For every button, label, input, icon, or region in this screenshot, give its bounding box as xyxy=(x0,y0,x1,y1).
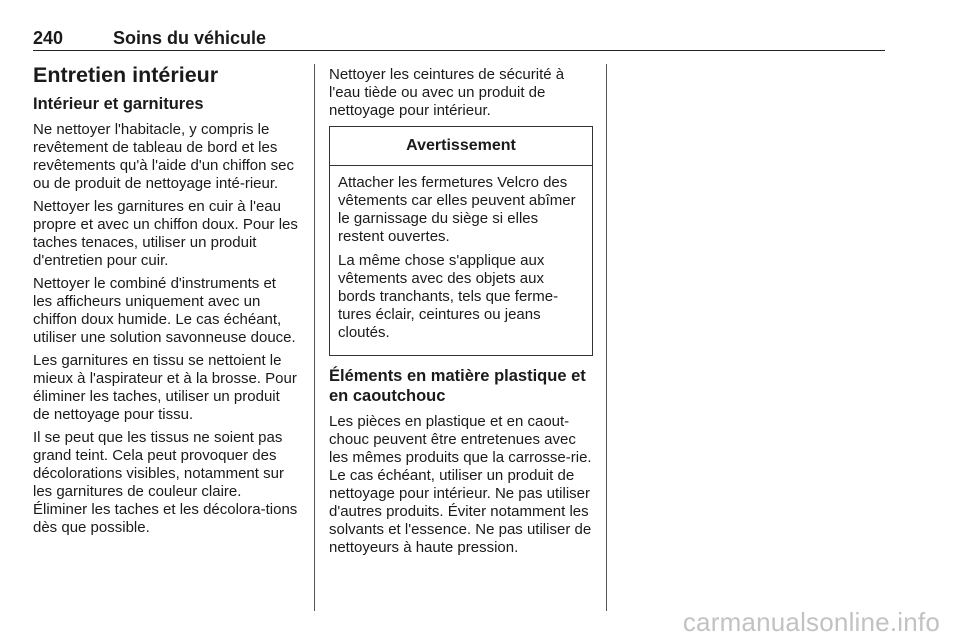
running-title: Soins du véhicule xyxy=(113,28,267,48)
column-divider xyxy=(314,64,315,611)
warning-paragraph: Attacher les fermetures Velcro des vêtements car elles peuvent abîmer le garnissage du siège si elles restent ouvertes. xyxy=(338,174,576,245)
warning-body xyxy=(330,166,592,355)
warning-box xyxy=(329,126,593,356)
paragraph: Les garnitures en tissu se nettoient le mieux à l'aspirateur et à la brosse. Pour éliminer les taches, utiliser un produit de nettoyage pour tissu. xyxy=(33,352,297,423)
page-number: 240 xyxy=(33,28,64,48)
section-title: Entretien intérieur xyxy=(33,63,219,87)
warning-title: Avertissement xyxy=(330,127,592,166)
paragraph: Nettoyer le combiné d'instruments et les afficheurs uniquement avec un chiffon doux humide. Le cas échéant, utiliser une solution savonneuse douce. xyxy=(33,275,296,346)
page-header xyxy=(33,30,885,51)
column-divider xyxy=(606,64,607,611)
warning-paragraph: La même chose s'applique aux vêtements avec des objets aux bords tranchants, tels que ferme-tures éclair, ceintures ou jeans cloutés. xyxy=(338,252,559,341)
watermark: carmanualsonline.info xyxy=(682,607,940,637)
intro-paragraph: Nettoyer les ceintures de sécurité à l'eau tiède ou avec un produit de nettoyage pour intérieur. xyxy=(329,66,565,119)
subsection-title: Éléments en matière plastique et en caoutchouc xyxy=(329,367,586,405)
middle-column xyxy=(329,66,593,562)
paragraph: Ne nettoyer l'habitacle, y compris le revêtement de tableau de bord et les revêtements qu'à l'aide d'un chiffon sec ou de produit de nettoyage inté-rieur. xyxy=(33,121,294,192)
left-column xyxy=(33,62,299,542)
paragraph: Il se peut que les tissus ne soient pas grand teint. Cela peut provoquer des décolorations visibles, notamment sur les garnitures de couleur claire. Éliminer les taches et les décolora-tions dès que possible. xyxy=(33,429,298,536)
paragraph: Nettoyer les garnitures en cuir à l'eau propre et avec un chiffon doux. Pour les taches tenaces, utiliser un produit d'entretien pour cuir. xyxy=(33,198,298,269)
subsection-title: Intérieur et garnitures xyxy=(33,95,204,113)
paragraph: Les pièces en plastique et en caout-chouc peuvent être entretenues avec les mêmes produits que la carrosse-rie. Le cas échéant, utiliser un produit de nettoyage pour intérieur. Ne pas utiliser d'autres produits. Éviter notamment les solvants et l'essence. Ne pas utiliser de nettoyeurs à haute pression. xyxy=(329,413,592,556)
